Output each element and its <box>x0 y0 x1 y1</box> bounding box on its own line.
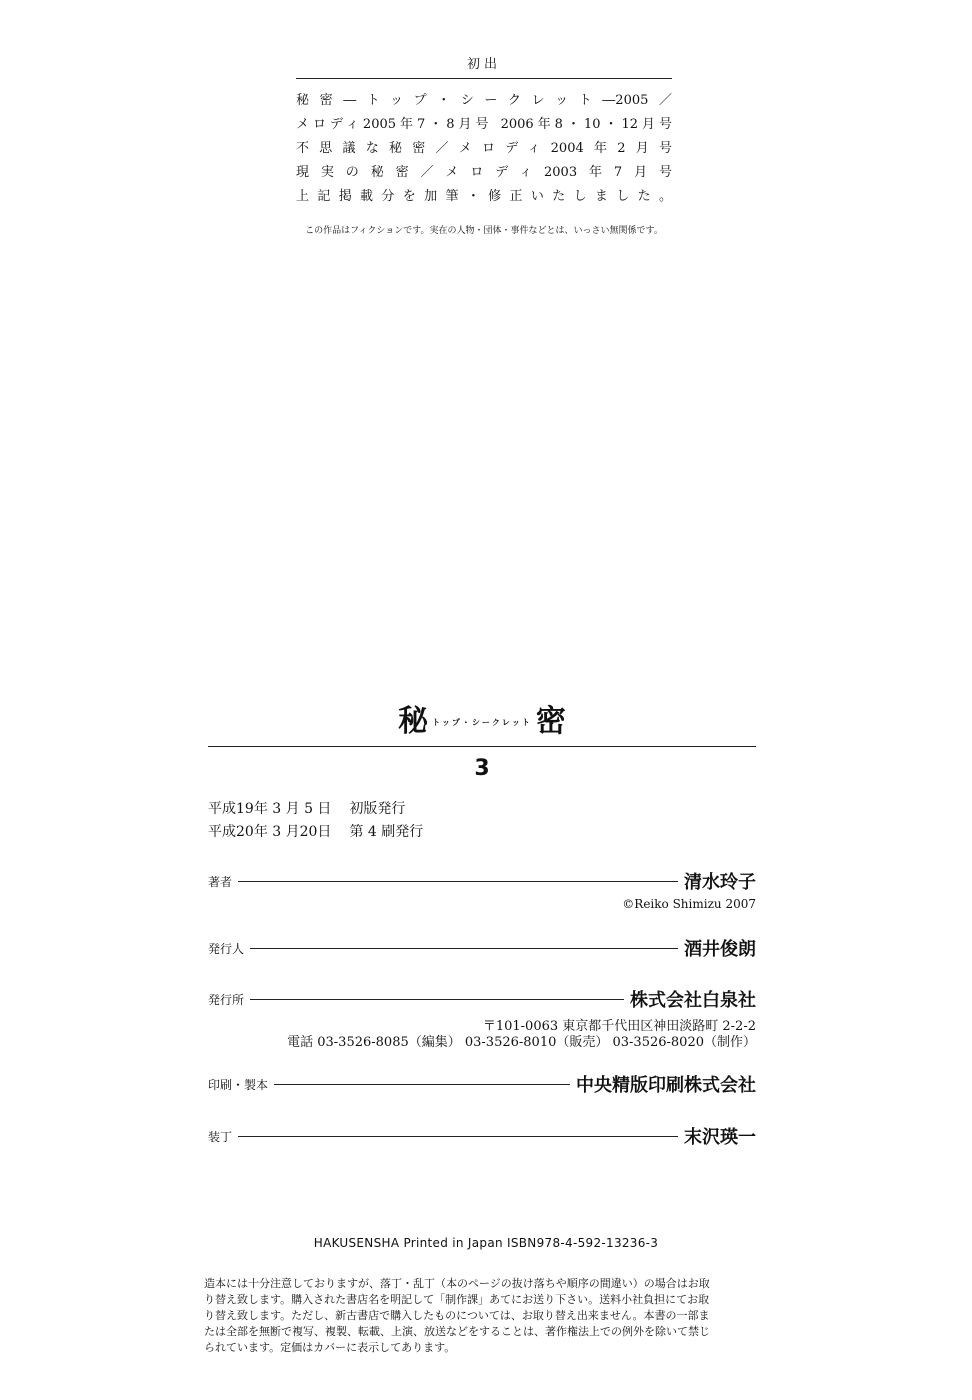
first-edition-date-line <box>208 799 405 819</box>
publishing-house-label: 発行所 <box>208 992 245 1007</box>
printer-label: 印刷・製本 <box>208 1077 269 1092</box>
title-right-kanji: 密 <box>535 704 566 739</box>
first-publication-line: 現実の秘密／メロディ2003年7月号 <box>296 165 672 180</box>
first-publication-heading: 初出 <box>466 57 501 72</box>
publishing-house-credit <box>208 986 756 1012</box>
legal-notice <box>204 1276 760 1356</box>
publisher-phones: 電話 03-3526-8085（編集） 03-3526-8010（販売） 03-3526-8020（制作） <box>287 1035 756 1050</box>
legal-notice-line: り替え致します。ただし、新古書店で購入したものについては、お取り替え出来ません。本書の一部ま <box>204 1309 710 1322</box>
legal-notice-line: り替え致します。購入された書店名を明記して「制作課」あてにお送り下さい。送料小社負担にてお取 <box>204 1293 710 1306</box>
leader-rule <box>238 1136 678 1137</box>
first-publication-rule <box>296 78 672 79</box>
first-publication-line: 上記掲載分を加筆・修正いたしました。 <box>296 189 672 204</box>
designer-name: 末沢瑛一 <box>684 1127 756 1148</box>
title-left-kanji: 秘 <box>398 704 429 739</box>
title-rule <box>208 746 756 747</box>
author-credit <box>208 868 756 894</box>
edition-date: 平成19年 3 月 5 日 <box>208 801 332 817</box>
volume-number: 3 <box>474 756 490 781</box>
printing-date-line <box>208 822 423 842</box>
fiction-disclaimer: この作品はフィクションです。実在の人物・団体・事件などとは、いっさい無関係です。 <box>305 226 663 236</box>
leader-rule <box>250 948 678 949</box>
first-publication-line: メロディ2005年7・8月号 2006年8・10・12月号 <box>296 117 672 132</box>
publishing-house-name: 株式会社白泉社 <box>630 990 756 1011</box>
publisher-address: 〒101-0063 東京都千代田区神田淡路町 2-2-2 <box>482 1019 756 1034</box>
design-credit <box>208 1123 756 1149</box>
leader-rule <box>274 1084 570 1085</box>
author-name: 清水玲子 <box>684 872 756 893</box>
copyright-notice: ©Reiko Shimizu 2007 <box>622 897 756 911</box>
edition-label: 第 4 刷発行 <box>349 824 424 840</box>
leader-rule <box>238 881 678 882</box>
isbn-imprint: HAKUSENSHA Printed in Japan ISBN978-4-592-13236-3 <box>313 1236 659 1250</box>
author-label: 著者 <box>208 874 233 889</box>
printer-name: 中央精版印刷株式会社 <box>576 1075 756 1096</box>
book-title <box>208 700 756 744</box>
edition-date: 平成20年 3 月20日 <box>208 824 332 840</box>
edition-label: 初版発行 <box>349 801 406 817</box>
legal-notice-line: 造本には十分注意しておりますが、落丁・乱丁（本のページの抜け落ちや順序の間違い）の場合はお取 <box>204 1277 710 1290</box>
first-publication-line: 秘密―トップ・シークレット―2005／ <box>296 93 672 108</box>
first-publication-block <box>296 56 672 236</box>
printer-credit <box>208 1071 756 1097</box>
publisher-credit <box>208 935 756 961</box>
leader-rule <box>250 999 624 1000</box>
legal-notice-line: たは全部を無断で複写、複製、転載、上演、放送などをすることは、著作権法上での例外を除いて禁じ <box>204 1325 710 1338</box>
publisher-label: 発行人 <box>208 941 245 956</box>
legal-notice-line: られています。定価はカバーに表示してあります。 <box>204 1341 456 1354</box>
first-publication-line: 不思議な秘密／メロディ2004年2月号 <box>296 141 672 156</box>
title-ruby: トップ・シークレット <box>432 717 532 727</box>
publisher-name: 酒井俊朗 <box>684 939 756 960</box>
design-label: 装丁 <box>208 1129 233 1144</box>
